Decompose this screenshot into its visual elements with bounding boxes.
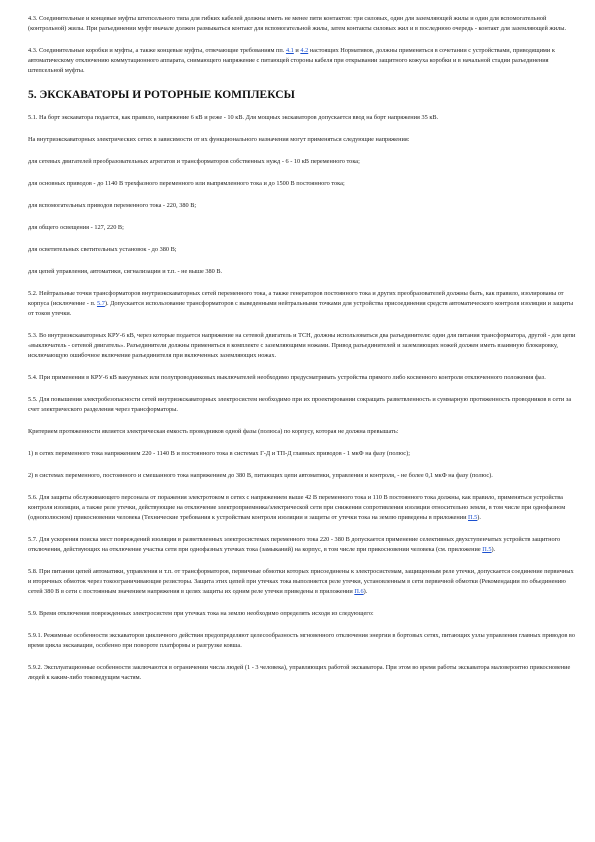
paragraph-voltage-main-drives: для основных приводов - до 1140 В трехфазного переменного или выпрямленного тока и до 1500 В постоянного тока; [28, 180, 345, 187]
paragraph-text: ). Допускается использование трансформаторов с выведенными нейтральными точками для устройства присоединения средств автоматического контроля изоляции и защиты от токов утечки. [28, 300, 574, 317]
paragraph-5-9: 5.9. Время отключения поврежденных электросистем при утечках тока на землю необходимо определять исходя из следующего: [28, 610, 374, 617]
paragraph-5-8 [28, 567, 577, 597]
paragraph-text: 5.8. При питании цепей автоматики, управления и т.п. от трансформаторов, первичные обмотки которых присоединены к электросистемам, защищенным реле утечки, допускается соединение первичных и вторичных обмоток через токоограничивающие резисторы. Защита этих цепей при утечках тока выполняется реле утечки, установленным в сети первичной обмотки (Рекомендации по объединению сетей 380 В в сети с постоянным значением напряжения в целях защиты их одним реле утечки приведены в приложении [28, 568, 574, 595]
link-item-4-2[interactable]: 4.2 [300, 47, 309, 54]
paragraph-voltage-light-installations: для осветительных светительных установок - до 380 В; [28, 246, 177, 253]
paragraph-capacity-criterion: Критерием протяженности является электрическая емкость проводников одной фазы (полюса) по корпусу, которая не должна превышать: [28, 428, 399, 435]
paragraph-voltage-aux-drives: для вспомогательных приводов переменного тока - 220, 380 В; [28, 202, 197, 209]
paragraph-text: настоящих Нормативов, должны применяться в сочетании с устройствами, приводящими к автоматическому отключению коммутационного аппарата, снимающего напряжение с питающей стороны кабеля при открывании защитного кожуха коробки и в начальной стадии разъединения штепсельной муфты. [28, 47, 555, 74]
paragraph-text: 5.6. Для защиты обслуживающего персонала от поражения электротоком в сетях с напряжением выше 42 В переменного тока и 110 В постоянного тока должны, как правило, применяться устройства контроля изоляции, а также реле утечки, действующие на отключение электроприемника/электрической сети при снижении сопротивления изоляции относительно земли, в том числе при однофазном (однополюсном) прикосновении человека (Технические требования к устройствам контроля изоляции и защиты от утечки тока на землю приведены в приложении [28, 494, 566, 521]
paragraph-text: 4.3. Соединительные коробки и муфты, а также концевые муфты, отвечающие требованиям пп. [28, 47, 286, 54]
paragraph-criterion-1: 1) в сетях переменного тока напряжением 220 - 1140 В и постоянного тока в системах Г-Д и ТП-Д главных приводов - 1 мкФ на фазу (полюс); [28, 450, 410, 457]
section-heading: 5. ЭКСКАВАТОРЫ И РОТОРНЫЕ КОМПЛЕКСЫ [28, 89, 295, 101]
paragraph-voltages-intro: На внутриэкскаваторных электрических сетях в зависимости от их функционального назначения могут применяться следующие напряжения: [28, 136, 410, 143]
paragraph-criterion-2: 2) в системах переменного, постоянного и смешанного тока напряжением до 380 В, питающих цепи автоматики, управления и контроля, - не более 0,1 мкФ на фазу (полюс). [28, 472, 493, 479]
paragraph-voltage-lighting: для общего освещения - 127, 220 В; [28, 224, 124, 231]
paragraph-5-3: 5.3. Во внутриэкскаваторных КРУ-6 кВ, через которые подается напряжение на сетевой двигатель и ТСН, должны использоваться два разъединителя: один для питания трансформатора, другой - для цепи «выключатель - сетевой двигатель». Разъединители должны применяться в комплекте с заземляющими ножами. Привод разъединителей и заземляющих ножей должен иметь взаимную блокировку, исключающую ошибочное включение разъединителя при включенных заземляющих ножах. [28, 332, 576, 359]
paragraph-text: ). [491, 546, 496, 553]
paragraph-5-9-2: 5.9.2. Эксплуатационные особенности заключаются в ограничении числа людей (1 - 3 человека), управляющих работой экскаватора. При этом во время работы экскаватора маловероятно прикосновение людей к каким-либо токоведущим частям. [28, 664, 571, 681]
paragraph-text: 5.2. Нейтральные точки трансформаторов внутриэкскаваторных сетей переменного тока, а также генераторов постоянного тока и других преобразователей должны быть, как правило, изолированы от корпуса (исключение - п. [28, 290, 564, 307]
link-item-5-7[interactable]: 5.7 [96, 300, 105, 307]
paragraph-5-4: 5.4. При применении в КРУ-6 кВ вакуумных или полупроводниковых выключателей необходимо предусматривать устройства прямого либо косвенного контроля отключенного положения фаз. [28, 374, 546, 381]
paragraph-text: ). [477, 514, 481, 521]
link-appendix-p5[interactable]: П.5 [482, 546, 492, 553]
link-item-4-1[interactable]: 4.1 [285, 47, 294, 54]
paragraph-text: ). [363, 588, 368, 595]
paragraph-5-2 [28, 289, 577, 319]
paragraph-voltage-control-circuits: для цепей управления, автоматики, сигнализации и т.п. - не выше 380 В. [28, 268, 223, 275]
paragraph-5-5: 5.5. Для повышения электробезопасности сетей внутриэкскаваторных электросистем необходимо при их проектировании сокращать разветвленность и суммарную протяженность проводников в сети за счет электрического разделения через трансформаторы. [28, 396, 572, 413]
link-appendix-p6[interactable]: П.6 [354, 588, 364, 595]
paragraph-text: и [293, 47, 301, 54]
paragraph-5-7 [28, 535, 577, 555]
paragraph-4-3-plug-couplings: 4.3. Соединительные и концевые муфты штепсельного типа для гибких кабелей должны иметь не менее пяти контактов: три силовых, один для заземляющей жилы и один для вспомогательной (контрольной) жилы. При разъединении муфт вначале должен размыкаться контакт для вспомогательной жилы, затем контакты силовых жил и в последнюю очередь - контакт для заземляющей жилы. [28, 15, 567, 32]
paragraph-5-1: 5.1. На борт экскаватора подается, как правило, напряжение 6 кВ и реже - 10 кВ. Для мощных экскаваторов допускается ввод на борт напряжения 35 кВ. [28, 114, 439, 121]
link-appendix-p5[interactable]: П.5 [468, 514, 478, 521]
paragraph-text: 5.7. Для ускорения поиска мест повреждений изоляции в разветвленных электросистемах переменного тока 220 - 380 В допускается применение селективных двухступенчатых устройств защитного отключения, действующих на отключение участка сети при однофазных утечках тока (замыканий) на корпус, в том числе при прикосновении человека (см. приложение [28, 536, 561, 553]
paragraph-5-6 [28, 493, 577, 523]
paragraph-5-9-1: 5.9.1. Режимные особенности экскаваторов цикличного действия предопределяют целесообразность мгновенного отключения энергии в бортовых сетях, питающих узлы управления главных приводов во время цикла экскавации, особенно при повороте платформы и разгрузке ковша. [28, 632, 576, 649]
paragraph-4-3-junction-boxes [28, 46, 577, 76]
paragraph-voltage-network-motors: для сетевых двигателей преобразовательных агрегатов и трансформаторов собственных нужд - 6 - 10 кВ переменного тока; [28, 158, 360, 165]
